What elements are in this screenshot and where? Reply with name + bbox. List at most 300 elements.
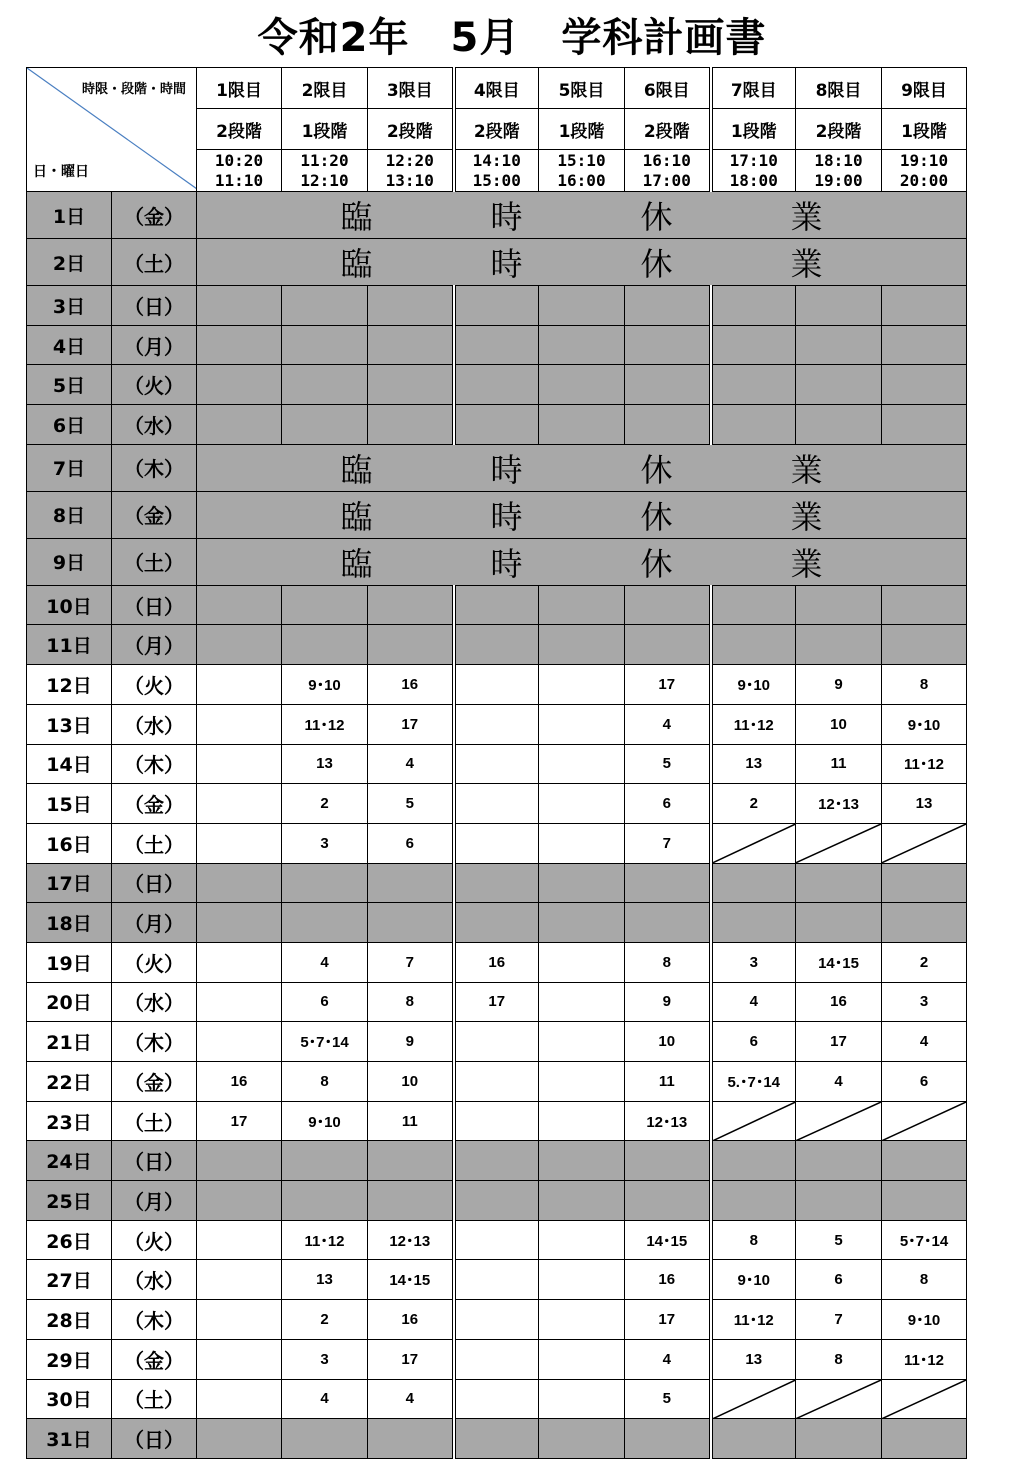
lesson-cell [197, 1181, 282, 1221]
table-row [27, 365, 967, 405]
table-row [27, 823, 967, 863]
lesson-cell [454, 784, 539, 824]
lesson-cell [539, 823, 625, 863]
lesson-cell: 4 [882, 1022, 967, 1062]
lesson-cell [282, 1181, 368, 1221]
lesson-cell [796, 286, 882, 326]
lesson-cell: 10 [625, 1022, 711, 1062]
lesson-cell [454, 1022, 539, 1062]
lesson-cell [711, 1419, 796, 1459]
lesson-cell [197, 1339, 282, 1379]
lesson-cell [282, 863, 368, 903]
time-start: 11:20 [300, 150, 349, 170]
day-weekday: （土） [112, 538, 197, 585]
lesson-cell: 5.･7･14 [711, 1062, 796, 1102]
lesson-cell [282, 365, 368, 405]
lesson-cell: 11･12 [882, 1339, 967, 1379]
day-date: 16日 [27, 823, 112, 863]
day-date: 31日 [27, 1419, 112, 1459]
day-date: 9日 [27, 538, 112, 585]
day-date: 14日 [27, 744, 112, 784]
lesson-cell: 17 [625, 1300, 711, 1340]
day-date: 27日 [27, 1260, 112, 1300]
lesson-cell: 8 [882, 1260, 967, 1300]
lesson-cell [539, 903, 625, 943]
temporary-closure-cell [197, 239, 967, 286]
lesson-cell [796, 325, 882, 365]
lesson-cell [454, 1339, 539, 1379]
day-weekday: （土） [112, 823, 197, 863]
lesson-cell: 11･12 [711, 1300, 796, 1340]
lesson-cell [368, 1419, 454, 1459]
lesson-cell: 6 [368, 823, 454, 863]
lesson-cell [454, 704, 539, 744]
day-weekday: （水） [112, 1260, 197, 1300]
lesson-cell [454, 1220, 539, 1260]
table-row [27, 538, 967, 585]
lesson-cell [882, 365, 967, 405]
lesson-cell: 13 [282, 1260, 368, 1300]
stage-header-6: 2段階 [625, 109, 711, 150]
no-class-slash-cell [711, 1379, 796, 1419]
slash-line [713, 1380, 796, 1419]
stage-header-4: 2段階 [454, 109, 539, 150]
header-period-row [27, 68, 967, 109]
time-start: 12:20 [385, 150, 434, 170]
lesson-cell: 9･10 [882, 1300, 967, 1340]
lesson-cell: 6 [711, 1022, 796, 1062]
day-weekday: （金） [112, 1339, 197, 1379]
table-row [27, 239, 967, 286]
lesson-cell [454, 1101, 539, 1141]
lesson-cell: 4 [368, 744, 454, 784]
lesson-cell [197, 1419, 282, 1459]
lesson-cell [197, 625, 282, 665]
header-corner [27, 68, 197, 192]
lesson-cell [539, 1220, 625, 1260]
table-row [27, 325, 967, 365]
time-start: 18:10 [814, 150, 863, 170]
lesson-cell [197, 1220, 282, 1260]
lesson-cell [539, 704, 625, 744]
table-row [27, 1379, 967, 1419]
stage-header-1: 2段階 [197, 109, 282, 150]
day-weekday: （水） [112, 982, 197, 1022]
lesson-cell: 13 [282, 744, 368, 784]
lesson-cell [711, 286, 796, 326]
day-weekday: （火） [112, 1220, 197, 1260]
period-header-8: 8限目 [796, 68, 882, 109]
lesson-cell [368, 1181, 454, 1221]
time-header-4 [454, 150, 539, 192]
day-date: 15日 [27, 784, 112, 824]
lesson-cell [625, 863, 711, 903]
time-start: 19:10 [899, 150, 949, 170]
lesson-cell [454, 744, 539, 784]
lesson-cell: 4 [368, 1379, 454, 1419]
table-row [27, 704, 967, 744]
lesson-cell: 5 [625, 1379, 711, 1419]
day-weekday: （日） [112, 1141, 197, 1181]
lesson-cell: 4 [282, 1379, 368, 1419]
lesson-cell: 11･12 [282, 1220, 368, 1260]
day-date: 12日 [27, 665, 112, 705]
table-row [27, 286, 967, 326]
table-row [27, 1181, 967, 1221]
day-weekday: （土） [112, 1101, 197, 1141]
lesson-cell [882, 325, 967, 365]
day-weekday: （水） [112, 405, 197, 445]
no-class-slash-cell [796, 1101, 882, 1141]
lesson-cell [454, 1419, 539, 1459]
lesson-cell: 7 [368, 942, 454, 982]
lesson-cell: 5 [368, 784, 454, 824]
table-row [27, 1300, 967, 1340]
lesson-cell [539, 982, 625, 1022]
lesson-cell: 9･10 [282, 1101, 368, 1141]
lesson-cell: 11 [796, 744, 882, 784]
day-weekday: （月） [112, 325, 197, 365]
lesson-cell [454, 863, 539, 903]
day-date: 24日 [27, 1141, 112, 1181]
lesson-cell: 16 [368, 665, 454, 705]
day-weekday: （金） [112, 192, 197, 239]
lesson-cell: 5 [625, 744, 711, 784]
day-date: 3日 [27, 286, 112, 326]
lesson-cell [882, 903, 967, 943]
period-header-1: 1限目 [197, 68, 282, 109]
lesson-cell [368, 903, 454, 943]
day-date: 21日 [27, 1022, 112, 1062]
lesson-cell: 4 [282, 942, 368, 982]
table-body [27, 192, 967, 1459]
closure-char: 休 [640, 245, 673, 283]
stage-header-7: 1段階 [711, 109, 796, 150]
lesson-cell [625, 585, 711, 625]
lesson-cell [282, 903, 368, 943]
slash-line [882, 824, 966, 863]
lesson-cell: 7 [625, 823, 711, 863]
day-date: 13日 [27, 704, 112, 744]
day-weekday: （火） [112, 942, 197, 982]
time-end: 16:00 [557, 170, 606, 190]
closure-char: 業 [790, 198, 823, 236]
table-row [27, 1260, 967, 1300]
closure-char: 臨 [340, 497, 373, 536]
lesson-cell [882, 585, 967, 625]
closure-char: 業 [790, 497, 823, 536]
lesson-cell: 14･15 [368, 1260, 454, 1300]
lesson-cell [539, 405, 625, 445]
lesson-cell: 7 [796, 1300, 882, 1340]
day-weekday: （土） [112, 239, 197, 286]
table-row [27, 744, 967, 784]
lesson-cell [796, 863, 882, 903]
day-weekday: （木） [112, 1022, 197, 1062]
lesson-cell [882, 625, 967, 665]
day-date: 22日 [27, 1062, 112, 1102]
table-row [27, 1339, 967, 1379]
lesson-cell: 17 [625, 665, 711, 705]
no-class-slash-cell [882, 1379, 967, 1419]
table-header [27, 68, 967, 192]
lesson-cell [454, 1181, 539, 1221]
lesson-cell: 13 [882, 784, 967, 824]
lesson-cell [711, 1141, 796, 1181]
lesson-cell [711, 405, 796, 445]
lesson-cell: 2 [711, 784, 796, 824]
table-row [27, 863, 967, 903]
lesson-cell: 9･10 [711, 1260, 796, 1300]
table-row [27, 942, 967, 982]
lesson-cell [625, 625, 711, 665]
period-header-3: 3限目 [368, 68, 454, 109]
day-weekday: （木） [112, 444, 197, 491]
no-class-slash-cell [711, 1101, 796, 1141]
day-weekday: （月） [112, 1181, 197, 1221]
lesson-cell: 6 [625, 784, 711, 824]
lesson-cell [882, 405, 967, 445]
lesson-cell: 3 [882, 982, 967, 1022]
lesson-cell: 17 [197, 1101, 282, 1141]
no-class-slash-cell [711, 823, 796, 863]
closure-char: 業 [790, 450, 823, 489]
lesson-cell [796, 625, 882, 665]
table-row [27, 192, 967, 239]
day-weekday: （日） [112, 1419, 197, 1459]
lesson-cell [197, 823, 282, 863]
lesson-cell [796, 1181, 882, 1221]
lesson-cell [796, 365, 882, 405]
day-weekday: （木） [112, 744, 197, 784]
lesson-cell [197, 1141, 282, 1181]
time-header-2 [282, 150, 368, 192]
closure-char: 時 [490, 245, 523, 283]
lesson-cell [711, 365, 796, 405]
day-date: 17日 [27, 863, 112, 903]
time-end: 12:10 [300, 170, 349, 190]
period-header-7: 7限目 [711, 68, 796, 109]
lesson-cell [796, 1141, 882, 1181]
lesson-cell [282, 1141, 368, 1181]
closure-char: 臨 [340, 450, 373, 489]
lesson-cell [539, 744, 625, 784]
lesson-cell [454, 1379, 539, 1419]
lesson-cell [539, 585, 625, 625]
lesson-cell: 16 [454, 942, 539, 982]
lesson-cell [539, 286, 625, 326]
table-row [27, 491, 967, 538]
lesson-cell: 4 [711, 982, 796, 1022]
time-header-5 [539, 150, 625, 192]
table-row [27, 982, 967, 1022]
lesson-cell [197, 704, 282, 744]
day-weekday: （月） [112, 903, 197, 943]
no-class-slash-cell [882, 823, 967, 863]
stage-header-8: 2段階 [796, 109, 882, 150]
lesson-cell: 9 [368, 1022, 454, 1062]
time-end: 13:10 [385, 170, 434, 190]
closure-char: 業 [790, 245, 823, 283]
lesson-cell [796, 585, 882, 625]
lesson-cell: 17 [368, 1339, 454, 1379]
time-header-1 [197, 150, 282, 192]
lesson-cell: 8 [368, 982, 454, 1022]
lesson-cell: 6 [282, 982, 368, 1022]
lesson-cell [368, 286, 454, 326]
lesson-cell [454, 325, 539, 365]
slash-line [796, 1380, 881, 1419]
lesson-cell: 9･10 [282, 665, 368, 705]
slash-line [713, 824, 796, 863]
table-row [27, 1141, 967, 1181]
day-date: 25日 [27, 1181, 112, 1221]
day-weekday: （日） [112, 863, 197, 903]
time-start: 14:10 [472, 150, 521, 170]
lesson-cell [711, 585, 796, 625]
lesson-cell [454, 1141, 539, 1181]
slash-line [713, 1102, 796, 1141]
temporary-closure-cell [197, 192, 967, 239]
lesson-cell [197, 942, 282, 982]
lesson-cell [539, 942, 625, 982]
lesson-cell [711, 1181, 796, 1221]
table-row [27, 665, 967, 705]
lesson-cell [539, 1260, 625, 1300]
day-weekday: （土） [112, 1379, 197, 1419]
lesson-cell: 16 [625, 1260, 711, 1300]
day-date: 7日 [27, 444, 112, 491]
day-weekday: （金） [112, 491, 197, 538]
lesson-cell [197, 744, 282, 784]
corner-top-label: 時限・段階・時間 [81, 82, 186, 97]
day-date: 18日 [27, 903, 112, 943]
lesson-cell [197, 863, 282, 903]
closure-char: 臨 [340, 544, 373, 583]
lesson-cell [625, 325, 711, 365]
lesson-cell [625, 1141, 711, 1181]
no-class-slash-cell [796, 823, 882, 863]
lesson-cell [711, 325, 796, 365]
lesson-cell [282, 585, 368, 625]
period-header-6: 6限目 [625, 68, 711, 109]
period-header-5: 5限目 [539, 68, 625, 109]
lesson-cell [197, 982, 282, 1022]
day-weekday: （日） [112, 286, 197, 326]
lesson-cell [625, 1181, 711, 1221]
stage-header-2: 1段階 [282, 109, 368, 150]
day-date: 2日 [27, 239, 112, 286]
closure-char: 休 [640, 497, 673, 536]
time-end: 17:00 [642, 170, 691, 190]
slash-line [796, 1102, 881, 1141]
table-row [27, 1022, 967, 1062]
closure-char: 臨 [340, 198, 373, 236]
lesson-cell [882, 1419, 967, 1459]
table-row [27, 903, 967, 943]
lesson-cell [454, 625, 539, 665]
lesson-cell: 11･12 [711, 704, 796, 744]
lesson-cell [796, 903, 882, 943]
time-start: 16:10 [642, 150, 691, 170]
lesson-cell: 17 [454, 982, 539, 1022]
lesson-cell [282, 325, 368, 365]
lesson-cell [882, 863, 967, 903]
lesson-cell: 12･13 [625, 1101, 711, 1141]
table-row [27, 1101, 967, 1141]
time-start: 15:10 [557, 150, 606, 170]
lesson-cell: 10 [796, 704, 882, 744]
lesson-cell: 17 [368, 704, 454, 744]
lesson-cell [454, 585, 539, 625]
lesson-cell [368, 863, 454, 903]
lesson-cell [368, 585, 454, 625]
no-class-slash-cell [796, 1379, 882, 1419]
table-row [27, 784, 967, 824]
time-end: 19:00 [814, 170, 863, 190]
lesson-cell [454, 405, 539, 445]
lesson-cell [197, 405, 282, 445]
lesson-cell [625, 405, 711, 445]
lesson-cell: 6 [882, 1062, 967, 1102]
lesson-cell [539, 1101, 625, 1141]
lesson-cell [539, 625, 625, 665]
lesson-cell: 11･12 [282, 704, 368, 744]
lesson-cell [711, 625, 796, 665]
time-header-7 [711, 150, 796, 192]
lesson-cell [368, 1141, 454, 1181]
table-row [27, 1062, 967, 1102]
lesson-cell [625, 903, 711, 943]
day-date: 4日 [27, 325, 112, 365]
time-header-8 [796, 150, 882, 192]
lesson-cell [197, 1300, 282, 1340]
day-date: 1日 [27, 192, 112, 239]
day-weekday: （月） [112, 625, 197, 665]
lesson-cell [796, 1419, 882, 1459]
lesson-cell: 11 [625, 1062, 711, 1102]
lesson-cell: 8 [282, 1062, 368, 1102]
lesson-cell [197, 325, 282, 365]
day-date: 19日 [27, 942, 112, 982]
closure-char: 時 [490, 450, 523, 489]
lesson-cell [539, 1062, 625, 1102]
time-start: 10:20 [214, 150, 264, 170]
closure-char: 休 [640, 198, 673, 236]
lesson-cell: 5･7･14 [282, 1022, 368, 1062]
day-date: 30日 [27, 1379, 112, 1419]
lesson-cell [282, 1419, 368, 1459]
lesson-cell: 14･15 [796, 942, 882, 982]
lesson-cell [625, 286, 711, 326]
lesson-cell [882, 286, 967, 326]
lesson-cell [197, 1379, 282, 1419]
lesson-cell [197, 286, 282, 326]
lesson-cell [197, 903, 282, 943]
period-header-4: 4限目 [454, 68, 539, 109]
lesson-cell [197, 365, 282, 405]
lesson-cell [539, 665, 625, 705]
time-end: 20:00 [899, 170, 949, 190]
table-row [27, 625, 967, 665]
lesson-cell: 8 [796, 1339, 882, 1379]
day-date: 10日 [27, 585, 112, 625]
time-end: 15:00 [472, 170, 521, 190]
lesson-cell: 13 [711, 1339, 796, 1379]
lesson-cell: 17 [796, 1022, 882, 1062]
schedule-table [26, 67, 967, 1459]
lesson-cell [539, 1379, 625, 1419]
